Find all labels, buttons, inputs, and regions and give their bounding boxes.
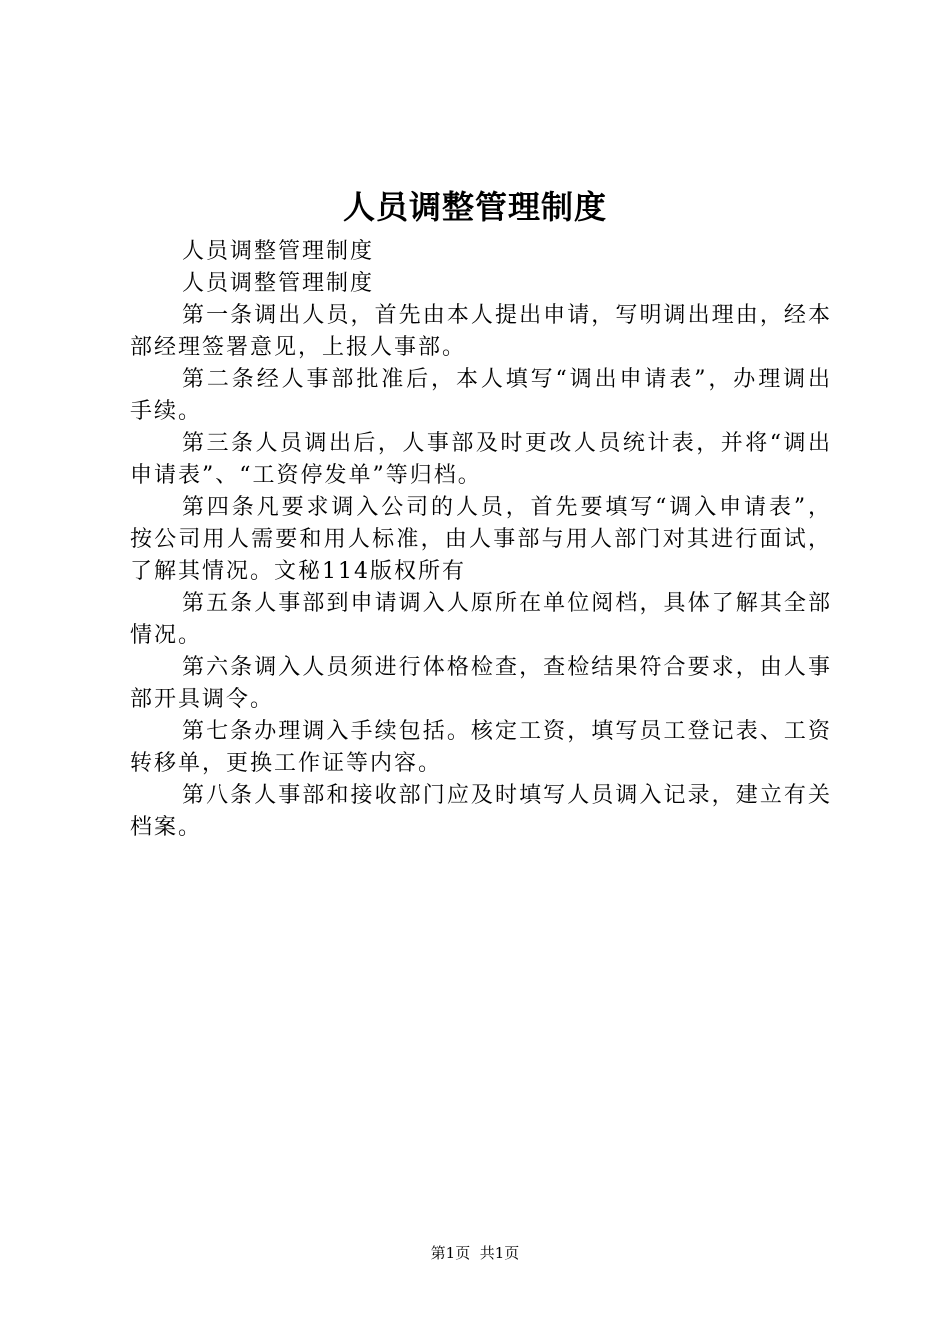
paragraph: 第一条调出人员，首先由本人提出申请，写明调出理由，经本部经理签署意见，上报人事部。 (130, 303, 832, 360)
paragraph: 第六条调入人员须进行体格检查，查检结果符合要求，由人事部开具调令。 (130, 655, 832, 712)
document-body (130, 236, 832, 844)
paragraph: 人员调整管理制度 (182, 239, 375, 264)
page-total: 共1页 (479, 1244, 520, 1262)
page-footer (0, 1243, 950, 1263)
document-title: 人员调整管理制度 (342, 188, 607, 226)
paragraph: 第七条办理调入手续包括。核定工资，填写员工登记表、工资转移单，更换工作证等内容。 (130, 719, 832, 776)
paragraph: 人员调整管理制度 (182, 271, 375, 296)
paragraph: 第二条经人事部批准后，本人填写“调出申请表”，办理调出手续。 (130, 367, 832, 424)
paragraph: 第四条凡要求调入公司的人员，首先要填写“调入申请表”，按公司用人需要和用人标准，由人事部与用人部门对其进行面试，了解其情况。文秘114版权所有 (130, 495, 832, 584)
page-number: 第1页 (430, 1244, 471, 1262)
paragraph: 第三条人员调出后，人事部及时更改人员统计表，并将“调出申请表”、“工资停发单”等归档。 (130, 431, 832, 488)
paragraph: 第五条人事部到申请调入人原所在单位阅档，具体了解其全部情况。 (130, 591, 832, 648)
paragraph: 第八条人事部和接收部门应及时填写人员调入记录，建立有关档案。 (130, 783, 832, 840)
